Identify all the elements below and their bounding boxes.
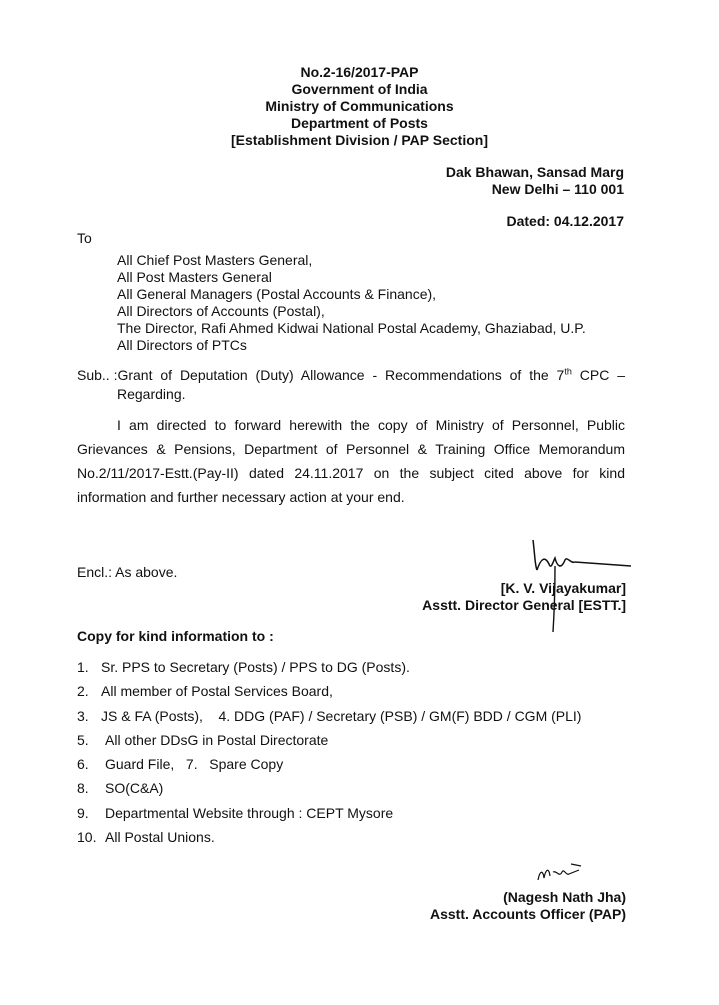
- department-name: Department of Posts: [291, 115, 428, 131]
- copy-heading: Copy for kind information to :: [77, 628, 274, 644]
- list-item: 3. JS & FA (Posts), 4. DDG (PAF) / Secretary (PSB) / GM(F) BDD / CGM (PLI): [77, 708, 582, 724]
- subject-text-end: CPC –: [571, 367, 625, 383]
- enclosure-note: Encl.: As above.: [77, 564, 178, 580]
- recipient-item: All Directors of PTCs: [117, 337, 247, 353]
- subject-line: [77, 367, 627, 384]
- list-item: 10. All Postal Unions.: [77, 829, 215, 845]
- recipient-item: All Post Masters General: [117, 269, 272, 285]
- office-address-line1: Dak Bhawan, Sansad Marg: [445, 164, 624, 180]
- recipient-list: [117, 252, 586, 354]
- recipient-item: All Directors of Accounts (Postal),: [117, 303, 325, 319]
- recipient-item: All Chief Post Masters General,: [117, 252, 313, 268]
- subject-label: Sub.. :: [77, 367, 118, 383]
- signatory2-designation: Asstt. Accounts Officer (PAP): [429, 906, 626, 922]
- list-item: 1. Sr. PPS to Secretary (Posts) / PPS to DG (Posts).: [77, 659, 410, 675]
- list-item: 6. Guard File, 7. Spare Copy: [77, 756, 284, 772]
- recipient-item: All General Managers (Postal Accounts & Finance),: [117, 286, 437, 302]
- signatory-name: [K. V. Vijayakumar]: [500, 580, 626, 596]
- ministry-name: Ministry of Communications: [265, 98, 454, 114]
- handwritten-initials-icon: [535, 862, 585, 886]
- signatory-designation: Asstt. Director General [ESTT.]: [422, 597, 626, 613]
- government-name: Government of India: [291, 81, 428, 97]
- list-item: 2. All member of Postal Services Board,: [77, 683, 333, 699]
- list-item: 8. SO(C&A): [77, 780, 164, 796]
- subject-text: Grant of Deputation (Duty) Allowance - Recommendations of the 7: [117, 367, 565, 383]
- subject-line2: Regarding.: [117, 386, 186, 402]
- reference-number: No.2-16/2017-PAP: [300, 64, 419, 80]
- letter-header: [0, 64, 719, 149]
- recipient-item: The Director, Rafi Ahmed Kidwai National Postal Academy, Ghaziabad, U.P.: [117, 320, 586, 336]
- list-item: 5. All other DDsG in Postal Directorate: [77, 732, 329, 748]
- list-item: 9. Departmental Website through : CEPT Mysore: [77, 805, 394, 821]
- to-label: To: [77, 230, 92, 246]
- letter-date: Dated: 04.12.2017: [506, 213, 624, 229]
- signatory2-name: (Nagesh Nath Jha): [503, 889, 626, 905]
- subject-superscript: th: [564, 366, 572, 377]
- office-address-line2: New Delhi – 110 001: [491, 181, 624, 197]
- division-name: [Establishment Division / PAP Section]: [231, 132, 488, 148]
- body-paragraph: I am directed to forward herewith the copy of Ministry of Personnel, Public Grievances & Pensions, Department of Personnel & Training Office Memorandum No.2/11/2017-Estt.(Pay-II) dated 24.11.2017 on the subject cited above for kind information and further necessary action at your end.: [77, 417, 625, 505]
